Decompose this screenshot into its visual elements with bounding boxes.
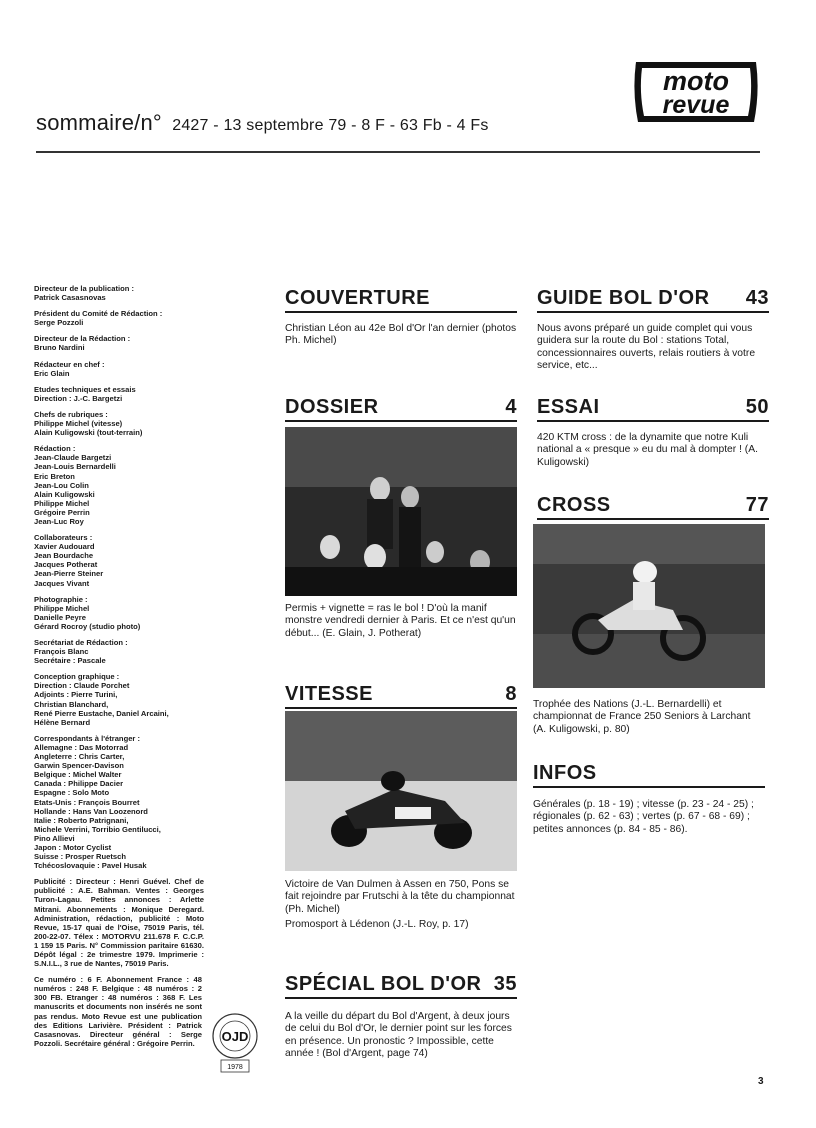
ojd-letters: OJD: [221, 1029, 249, 1044]
section-essai-title: [537, 396, 769, 419]
section-essai-rule: [537, 420, 769, 422]
logo-line1: moto: [663, 66, 729, 96]
section-dossier-text: Permis + vignette = ras le bol ! D'où la manif monstre vendredi dernier à Paris. Et ce n'est qu'un début... (E. Glain, J. Potherat): [285, 603, 516, 639]
section-couverture-text: Christian Léon au 42e Bol d'Or l'an dernier (photos Ph. Michel): [285, 323, 517, 347]
ojd-year: 1978: [227, 1064, 243, 1071]
section-infos-text: Générales (p. 18 - 19) ; vitesse (p. 23 - 24 - 25) ; régionales (p. 62 - 63) ; vertes (p. 67 - 68 - 69) ; petites annonces (p. 84 - 85 - 86).: [533, 799, 754, 835]
staff-group: [34, 410, 238, 437]
section-infos-label: INFOS: [533, 762, 597, 784]
section-guide-label: GUIDE BOL D'OR: [537, 287, 710, 309]
staff-line: Chefs de rubriques :: [34, 409, 108, 419]
staff-line: Direction : J.-C. Bargetzi: [34, 393, 123, 403]
staff-group: [34, 385, 238, 403]
section-special-page: 35: [493, 973, 517, 995]
staff-line: Hélène Bernard: [34, 717, 91, 727]
section-dossier-title: [285, 396, 517, 419]
staff-line: Grégoire Perrin: [34, 507, 90, 517]
staff-line: Secrétaire : Pascale: [34, 656, 106, 666]
section-dossier-label: DOSSIER: [285, 396, 379, 418]
section-vitesse-text: Victoire de Van Dulmen à Assen en 750, Pons se fait rejoindre par Frutschi à la tête du championnat (Ph. Michel): [285, 879, 515, 915]
section-essai-text: 420 KTM cross : de la dynamite que notre Kuli national a « presque » eu du mal à dompter ! (A. Kuligowski): [537, 432, 758, 468]
section-vitesse-text2: Promosport à Lédenon (J.-L. Roy, p. 17): [285, 919, 469, 930]
staff-line: Eric Breton: [34, 471, 75, 481]
staff-line: Philippe Michel: [34, 603, 90, 613]
staff-line: Etats-Unis : François Bourret: [34, 797, 140, 807]
staff-line: Danielle Peyre: [34, 612, 86, 622]
staff-line: Espagne : Solo Moto: [34, 788, 110, 798]
staff-line: Secrétariat de Rédaction :: [34, 638, 128, 647]
title-label: sommaire/n°: [36, 110, 162, 135]
staff-line: Directeur de la Rédaction :: [34, 334, 131, 344]
staff-group: [34, 672, 238, 727]
staff-line: Jean-Louis Bernardelli: [34, 462, 116, 472]
staff-line: Directeur de la publication :: [34, 284, 135, 293]
staff-line: Gérard Rocroy (studio photo): [34, 621, 141, 631]
staff-group: [34, 444, 238, 526]
staff-line: Japon : Motor Cyclist: [34, 842, 112, 852]
issue-info: 2427 - 13 septembre 79 - 8 F - 63 Fb - 4 Fs: [172, 117, 489, 134]
staff-line: Alain Kuligowski: [34, 489, 95, 499]
staff-group: [34, 638, 238, 665]
section-infos-rule: [533, 786, 765, 788]
section-cross-label: CROSS: [537, 494, 611, 516]
section-special-text: A la veille du départ du Bol d'Argent, à deux jours de celui du Bol d'Or, le dernier point sur les forces en présence. Un pronostic ? Impossible, cette année ! (Bol d'Argent, page 74): [285, 1011, 512, 1060]
staff-group: [34, 533, 238, 588]
staff-line: Christian Blanchard,: [34, 699, 109, 709]
staff-line: Tchécoslovaquie : Pavel Husak: [34, 861, 147, 871]
staff-group: [34, 309, 238, 327]
staff-groups: [34, 284, 238, 870]
section-dossier-page: 4: [505, 396, 517, 418]
staff-line: Direction : Claude Porchet: [34, 681, 130, 691]
section-guide-rule: [537, 311, 769, 313]
staff-line: Philippe Michel: [34, 498, 90, 508]
section-essai-label: ESSAI: [537, 396, 600, 418]
section-cross-page: 77: [745, 494, 769, 516]
staff-line: Bruno Nardini: [34, 343, 85, 353]
staff-line: Correspondants à l'étranger :: [34, 733, 141, 743]
staff-line: Jean Bourdache: [34, 551, 94, 561]
staff-line: Jacques Potherat: [34, 560, 98, 570]
logo-line2: revue: [662, 91, 730, 119]
staff-line: François Blanc: [34, 647, 89, 657]
section-couverture-label: COUVERTURE: [285, 287, 431, 309]
staff-line: Jean-Pierre Steiner: [34, 569, 104, 579]
section-special-rule: [285, 997, 517, 999]
section-infos-title: [533, 762, 765, 785]
staff-line: Italie : Roberto Patrignani,: [34, 815, 129, 825]
header-rule: [36, 151, 760, 153]
staff-group: [34, 284, 238, 302]
staff-line: Angleterre : Chris Carter,: [34, 752, 125, 762]
staff-line: Rédaction :: [34, 444, 76, 454]
section-cross-title: [537, 494, 769, 517]
section-vitesse-label: VITESSE: [285, 683, 373, 705]
staff-line: Jean-Claude Bargetzi: [34, 453, 112, 463]
ojd-seal: [205, 1010, 265, 1074]
staff-line: Garwin Spencer-Davison: [34, 761, 124, 771]
section-guide-page: 43: [745, 287, 769, 309]
staff-group: [34, 360, 238, 378]
section-couverture-rule: [285, 311, 517, 313]
section-vitesse-title: [285, 683, 517, 706]
staff-line: Collaborateurs :: [34, 533, 93, 543]
moto-revue-logo: [630, 56, 762, 128]
photo-demonstration: [285, 427, 517, 596]
staff-paragraph-abonnement: Ce numéro : 6 F. Abonnement France : 48 numéros : 248 F. Belgique : 48 numéros : 2 300 FB. Etranger : 48 numéros : 368 F. Les manuscrits et documents non insérés ne sont pas rendus. Moto Revue est une publication des Editions Larivière. Président : Patrick Casasnovas. Directeur général : Serge Pozzoli. Secrétaire général : Grégoire Perrin.: [34, 975, 202, 1048]
staff-line: Alain Kuligowski (tout-terrain): [34, 428, 143, 438]
staff-line: Jean-Luc Roy: [34, 516, 84, 526]
staff-line: Pino Allievi: [34, 833, 75, 843]
section-couverture-title: [285, 287, 517, 310]
staff-line: Jean-Lou Colin: [34, 480, 89, 490]
staff-line: Allemagne : Das Motorrad: [34, 742, 129, 752]
staff-paragraph-publicite: Publicité : Directeur : Henri Guével. Chef de publicité : A.E. Bahman. Ventes : Georges Turon-Lagau. Petites annonces : Arlette Mitrani. Abonnements : Monique Deregard. Administration, rédaction, publicité : Moto Revue, 15-17 quai de l'Oise, 75019 Paris, tél. 200-22-07. Télex : MOTORVU 211.678 F. C.C.P. 1 159 15 Paris. N° Commission paritaire 61630. Dépôt légal : 2e trimestre 1979. Imprimerie : S.N.I.L., 3 rue de Nantes, 75019 Paris.: [34, 877, 204, 969]
staff-line: Serge Pozzoli: [34, 318, 84, 328]
staff-credits: [34, 284, 238, 1048]
photo-motocross: [533, 524, 765, 688]
section-guide-title: [537, 287, 769, 310]
staff-line: Patrick Casasnovas: [34, 293, 106, 303]
staff-line: Philippe Michel (vitesse): [34, 419, 123, 429]
section-vitesse-rule: [285, 707, 517, 709]
staff-line: Président du Comité de Rédaction :: [34, 309, 163, 319]
staff-line: Suisse : Prosper Ruetsch: [34, 852, 127, 862]
section-dossier-rule: [285, 420, 517, 422]
section-essai-page: 50: [745, 396, 769, 418]
staff-group: [34, 734, 238, 870]
photo-road-racing: [285, 711, 517, 871]
section-special-label: SPÉCIAL BOL D'OR: [285, 973, 482, 995]
section-vitesse-page: 8: [505, 683, 517, 705]
staff-line: Xavier Audouard: [34, 542, 95, 552]
staff-line: Eric Glain: [34, 368, 70, 378]
section-cross-rule: [537, 518, 769, 520]
staff-line: Hollande : Hans Van Loozenord: [34, 806, 148, 816]
staff-line: Rédacteur en chef :: [34, 359, 105, 369]
staff-group: [34, 334, 238, 352]
staff-group: [34, 595, 238, 631]
staff-line: Photographie :: [34, 594, 88, 604]
staff-line: Belgique : Michel Walter: [34, 770, 122, 780]
staff-line: Etudes techniques et essais: [34, 384, 136, 394]
staff-line: Adjoints : Pierre Turini,: [34, 690, 118, 700]
staff-line: René Pierre Eustache, Daniel Arcaini,: [34, 708, 169, 718]
page-number: 3: [758, 1076, 764, 1087]
staff-line: Michele Verrini, Torribio Gentilucci,: [34, 824, 161, 834]
section-special-title: [285, 973, 517, 996]
page-title: [36, 110, 489, 136]
section-cross-text: Trophée des Nations (J.-L. Bernardelli) et championnat de France 250 Seniors à Larchant (A. Kuligowski, p. 80): [533, 699, 751, 735]
staff-line: Canada : Philippe Dacier: [34, 779, 124, 789]
staff-line: Jacques Vivant: [34, 578, 90, 588]
staff-line: Conception graphique :: [34, 672, 120, 682]
section-guide-text: Nous avons préparé un guide complet qui vous guidera sur la route du Bol : stations Total, concessionnaires ouverts, relais routiers à votre service, etc...: [537, 323, 756, 372]
